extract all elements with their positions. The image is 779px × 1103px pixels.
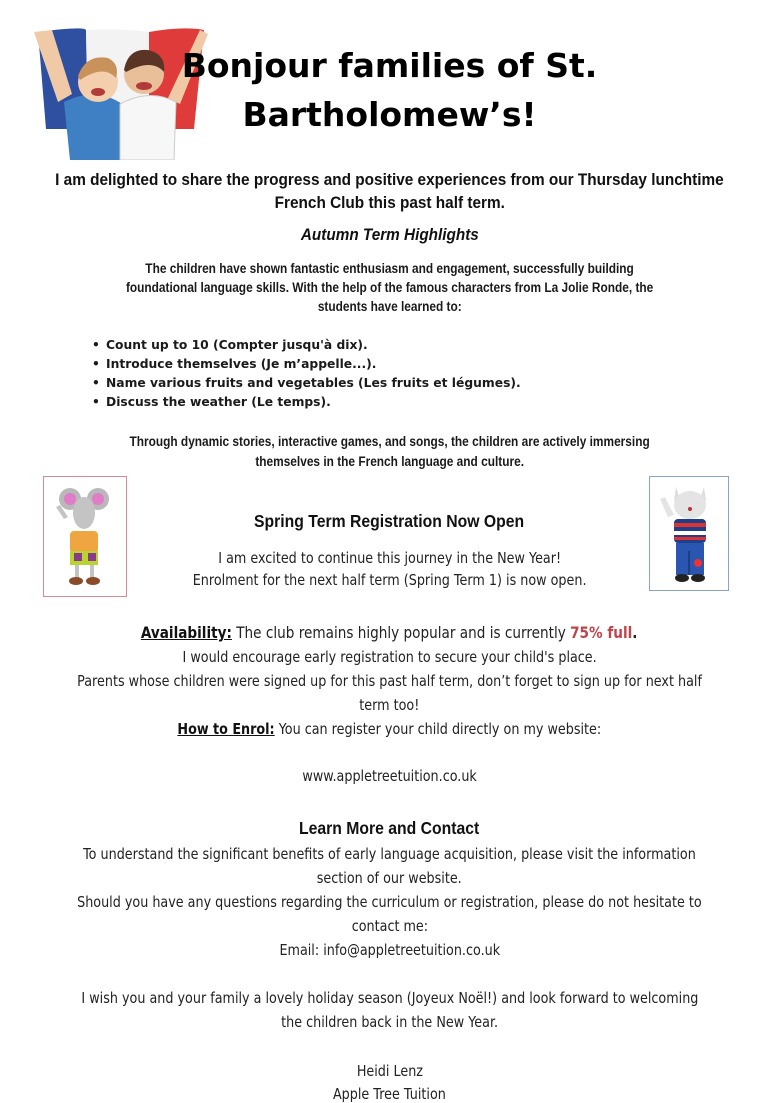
contact-email[interactable] [0, 941, 779, 959]
closing-line-1 [0, 989, 779, 1007]
closing-text-2: the children back in the New Year. [281, 1013, 498, 1031]
contact-line-1 [0, 845, 779, 863]
availability-period: . [632, 623, 638, 642]
list-item [92, 357, 376, 371]
list-item [92, 376, 521, 390]
autumn-closing-text-1: Through dynamic stories, interactive games, and songs, the children are actively immersing [129, 434, 650, 449]
signature-org [0, 1085, 779, 1103]
signature-name [0, 1062, 779, 1080]
spring-text-2: Enrolment for the next half term (Spring Term 1) is now open. [192, 571, 587, 589]
children-with-french-flag-illustration [24, 24, 212, 160]
contact-heading [0, 818, 779, 839]
bullet-icon: • [92, 376, 100, 390]
contact-line-4 [0, 917, 779, 935]
website-link-text[interactable]: www.appletreetuition.co.uk [302, 767, 477, 785]
availability-label: Availability: [141, 623, 233, 642]
list-item-text: Count up to 10 (Compter jusqu'à dix). [106, 338, 368, 352]
enrol-text: You can register your child directly on my website: [274, 720, 602, 738]
page-title-line-1: Bonjour families of St. [181, 46, 598, 85]
availability-line-2 [0, 648, 779, 666]
bullet-icon: • [92, 395, 100, 409]
spring-heading [0, 511, 779, 532]
signature-name-text: Heidi Lenz [356, 1062, 423, 1080]
contact-email-text[interactable]: Email: info@appletreetuition.co.uk [279, 941, 500, 959]
page-title-line-2: Bartholomew’s! [242, 95, 537, 134]
autumn-para-line-2 [0, 280, 779, 295]
spring-heading-text: Spring Term Registration Now Open [254, 511, 525, 531]
intro-text-1: I am delighted to share the progress and positive experiences from our Thursday lunchtime [55, 171, 724, 189]
website-link[interactable] [0, 767, 779, 785]
availability-percent: 75% full [570, 623, 633, 642]
availability-text: The club remains highly popular and is currently [232, 623, 571, 642]
intro-line-1 [0, 171, 779, 190]
bullet-icon: • [92, 338, 100, 352]
autumn-closing-text-2: themselves in the French language and culture. [255, 454, 524, 469]
autumn-para-text-2: foundational language skills. With the help of the famous characters from La Jolie Ronde, the [125, 280, 654, 295]
bullet-icon: • [92, 357, 100, 371]
enrol-line [0, 720, 779, 738]
list-item-text: Name various fruits and vegetables (Les fruits et légumes). [106, 376, 521, 390]
contact-line-2 [0, 869, 779, 887]
autumn-closing-line-1 [0, 434, 779, 449]
availability-text-3: Parents whose children were signed up for this past half term, don’t forget to sign up for next half [77, 672, 702, 690]
autumn-closing-line-2 [0, 454, 779, 469]
closing-text-1: I wish you and your family a lovely holiday season (Joyeux Noël!) and look forward to welcoming [81, 989, 698, 1007]
availability-line-4 [0, 696, 779, 714]
autumn-para-line-1 [0, 261, 779, 276]
contact-text-1: To understand the significant benefits of early language acquisition, please visit the information [83, 845, 696, 863]
intro-text-2: French Club this past half term. [274, 194, 505, 212]
autumn-heading [0, 225, 779, 245]
spring-line-1 [0, 549, 779, 567]
list-item-text: Discuss the weather (Le temps). [106, 395, 331, 409]
contact-text-3: Should you have any questions regarding the curriculum or registration, please do not hesitate to [77, 893, 702, 911]
signature-org-text: Apple Tree Tuition [333, 1085, 446, 1103]
autumn-para-text-1: The children have shown fantastic enthusiasm and engagement, successfully building [145, 261, 634, 276]
list-item [92, 395, 331, 409]
spring-line-2 [0, 571, 779, 589]
closing-line-2 [0, 1013, 779, 1031]
contact-text-2: section of our website. [317, 869, 462, 887]
availability-line-3 [0, 672, 779, 690]
intro-line-2 [0, 194, 779, 213]
autumn-para-line-3 [0, 299, 779, 314]
spring-text-1: I am excited to continue this journey in the New Year! [218, 549, 561, 567]
availability-line-1 [0, 623, 779, 642]
autumn-para-text-3: students have learned to: [317, 299, 462, 314]
autumn-heading-text: Autumn Term Highlights [300, 225, 479, 244]
enrol-label: How to Enrol: [177, 720, 275, 738]
availability-text-2: I would encourage early registration to secure your child's place. [182, 648, 597, 666]
list-item [92, 338, 368, 352]
contact-text-4: contact me: [351, 917, 428, 935]
list-item-text: Introduce themselves (Je m’appelle...). [106, 357, 377, 371]
contact-line-3 [0, 893, 779, 911]
contact-heading-text: Learn More and Contact [299, 818, 480, 838]
availability-text-4: term too! [359, 696, 420, 714]
